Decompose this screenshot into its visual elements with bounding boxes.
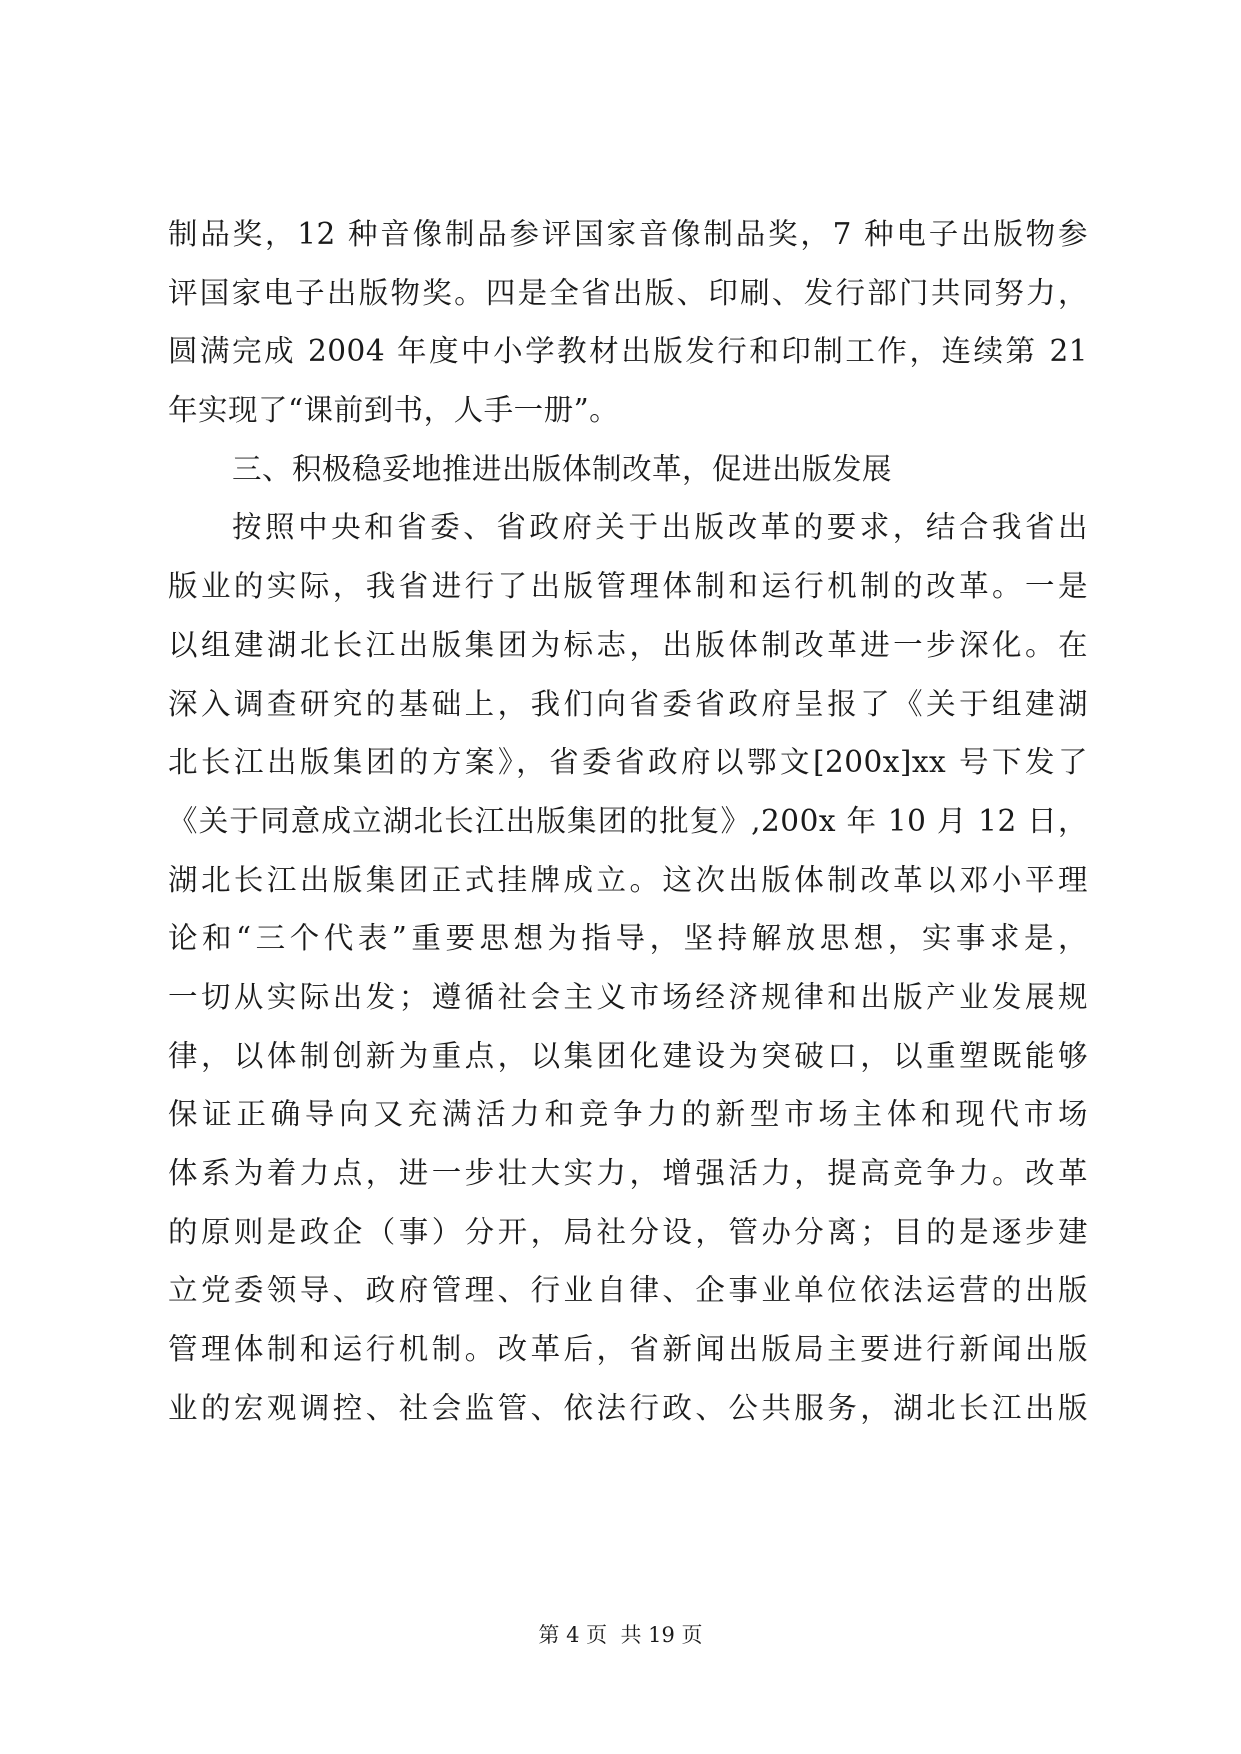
text-line: 北长江出版集团的方案》，省委省政府以鄂文[200x]xx 号下发了 — [168, 745, 1088, 780]
text-line: 论和“三个代表”重要思想为指导，坚持解放思想，实事求是， — [168, 921, 1088, 956]
text-line: 管理体制和运行机制。改革后，省新闻出版局主要进行新闻出版 — [168, 1332, 1088, 1367]
text-line: 保证正确导向又充满活力和竞争力的新型市场主体和现代市场 — [168, 1097, 1088, 1132]
text-line: 以组建湖北长江出版集团为标志，出版体制改革进一步深化。在 — [168, 627, 1088, 662]
text-line: 的原则是政企（事）分开，局社分设，管办分离；目的是逐步建 — [168, 1214, 1088, 1249]
text-line: 按照中央和省委、省政府关于出版改革的要求，结合我省出 — [232, 510, 1088, 545]
body-text — [168, 205, 1088, 1437]
text-line: 《关于同意成立湖北长江出版集团的批复》,200x 年 10 月 12 日， — [168, 803, 1088, 838]
text-line: 制品奖，12 种音像制品参评国家音像制品奖，7 种电子出版物参 — [168, 217, 1088, 251]
text-line: 深入调查研究的基础上，我们向省委省政府呈报了《关于组建湖 — [168, 686, 1088, 721]
text-line: 圆满完成 2004 年度中小学教材出版发行和印制工作，连续第 21 — [168, 334, 1088, 369]
text-line: 评国家电子出版物奖。四是全省出版、印刷、发行部门共同努力， — [168, 275, 1088, 310]
text-line: 业的宏观调控、社会监管、依法行政、公共服务，湖北长江出版 — [168, 1390, 1088, 1425]
text-line: 湖北长江出版集团正式挂牌成立。这次出版体制改革以邓小平理 — [168, 862, 1088, 897]
text-line: 体系为着力点，进一步壮大实力，增强活力，提高竞争力。改革 — [168, 1156, 1088, 1190]
page-footer: 第 4 页 共 19 页 — [538, 1623, 703, 1647]
text-line: 律，以体制创新为重点，以集团化建设为突破口，以重塑既能够 — [168, 1038, 1088, 1073]
text-line: 一切从实际出发；遵循社会主义市场经济规律和出版产业发展规 — [168, 979, 1088, 1014]
text-line: 版业的实际，我省进行了出版管理体制和运行机制的改革。一是 — [168, 569, 1088, 604]
text-line: 年实现了“课前到书，人手一册”。 — [168, 393, 620, 428]
section-heading: 三、积极稳妥地推进出版体制改革，促进出版发展 — [232, 451, 893, 486]
text-line: 立党委领导、政府管理、行业自律、企事业单位依法运营的出版 — [168, 1273, 1088, 1308]
